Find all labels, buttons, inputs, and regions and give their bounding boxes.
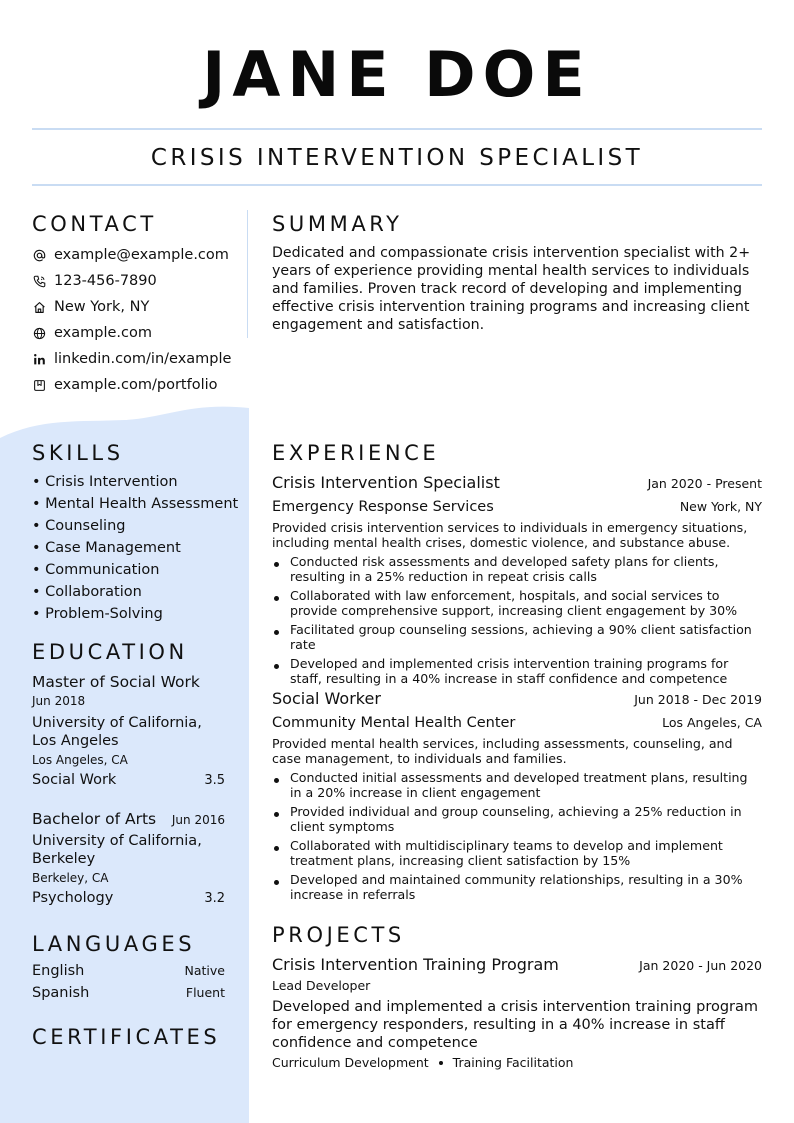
tag-separator bbox=[439, 1061, 443, 1065]
education-entry bbox=[32, 672, 225, 790]
contact-linkedin[interactable] bbox=[32, 346, 247, 372]
proj-tags bbox=[272, 1055, 762, 1071]
contact-website-text: example.com bbox=[54, 325, 152, 341]
exp-description: Provided crisis intervention services to individuals in emergency situations, including mental health crises, domestic violence, and substance abuse. bbox=[272, 520, 748, 550]
language-level: Fluent bbox=[185, 985, 225, 1000]
exp-bullet: Developed and implemented crisis intervention training programs for staff, resulting in a 40% increase in staff confidence and competence bbox=[272, 656, 762, 686]
summary-heading: SUMMARY bbox=[272, 212, 403, 236]
edu-field-row bbox=[32, 888, 225, 908]
skills-list bbox=[32, 471, 239, 625]
edu-degree: Master of Social Work bbox=[32, 673, 200, 691]
edu-location: Berkeley, CA bbox=[32, 871, 109, 885]
exp-company: Community Mental Health Center bbox=[272, 715, 516, 731]
education-entry bbox=[32, 809, 225, 908]
edu-degree-row bbox=[32, 809, 225, 829]
proj-tag: Training Facilitation bbox=[452, 1055, 574, 1070]
skill-item: • Crisis Intervention bbox=[32, 474, 178, 490]
exp-location: New York, NY bbox=[679, 499, 762, 514]
exp-date: Jan 2020 - Present bbox=[647, 476, 762, 491]
contact-phone[interactable] bbox=[32, 268, 247, 294]
skill-item: • Communication bbox=[32, 562, 160, 578]
skill-item: • Problem-Solving bbox=[32, 606, 163, 622]
experience-entry bbox=[272, 473, 762, 690]
linkedin-icon bbox=[32, 352, 46, 366]
contact-phone-text: 123-456-7890 bbox=[54, 273, 157, 289]
skill-item: • Counseling bbox=[32, 518, 126, 534]
contact-website[interactable] bbox=[32, 320, 247, 346]
column-divider bbox=[247, 210, 248, 338]
exp-company-row bbox=[272, 497, 762, 517]
candidate-title: CRISIS INTERVENTION SPECIALIST bbox=[150, 145, 644, 171]
exp-bullet: Developed and maintained community relationships, resulting in a 30% increase in referrals bbox=[272, 872, 762, 902]
language-item bbox=[32, 963, 225, 979]
edu-field: Psychology bbox=[32, 890, 114, 906]
edu-gpa: 3.5 bbox=[204, 773, 225, 788]
certificates-heading: CERTIFICATES bbox=[32, 1025, 221, 1049]
languages-heading: LANGUAGES bbox=[32, 932, 196, 956]
project-entry bbox=[272, 955, 762, 1071]
proj-title-row bbox=[272, 955, 762, 975]
contact-email-text: example@example.com bbox=[54, 247, 229, 263]
exp-date: Jun 2018 - Dec 2019 bbox=[634, 692, 762, 707]
edu-date: Jun 2016 bbox=[171, 813, 225, 827]
skill-item: • Case Management bbox=[32, 540, 181, 556]
exp-bullet: Collaborated with multidisciplinary teams to develop and implement treatment plans, increasing client satisfaction by 15% bbox=[272, 838, 762, 868]
skill-item: • Collaboration bbox=[32, 584, 142, 600]
proj-description: Developed and implemented a crisis intervention training program for emergency responders, resulting in a 40% increase in staff confidence and competence bbox=[272, 999, 759, 1051]
exp-bullets bbox=[272, 770, 762, 902]
edu-gpa: 3.2 bbox=[204, 891, 225, 906]
exp-bullets bbox=[272, 554, 762, 686]
exp-bullet: Conducted initial assessments and developed treatment plans, resulting in a 20% increase in client engagement bbox=[272, 770, 762, 800]
projects-heading: PROJECTS bbox=[272, 923, 405, 947]
language-name: English bbox=[32, 963, 85, 979]
skill-label: Collaboration bbox=[45, 584, 142, 600]
contact-list bbox=[32, 242, 247, 398]
proj-tag: Curriculum Development bbox=[272, 1055, 429, 1070]
skill-label: Mental Health Assessment bbox=[45, 496, 239, 512]
language-name: Spanish bbox=[32, 985, 90, 1001]
exp-title-row bbox=[272, 689, 762, 709]
education-heading: EDUCATION bbox=[32, 640, 188, 664]
exp-location: Los Angeles, CA bbox=[662, 715, 762, 730]
contact-email[interactable] bbox=[32, 242, 247, 268]
exp-title-row bbox=[272, 473, 762, 493]
edu-school: University of California, Berkeley bbox=[32, 833, 202, 867]
skill-label: Problem-Solving bbox=[45, 606, 163, 622]
exp-role: Social Worker bbox=[272, 689, 381, 708]
exp-bullet: Conducted risk assessments and developed safety plans for clients, resulting in a 25% reduction in repeat crisis calls bbox=[272, 554, 762, 584]
candidate-name: JANE DOE bbox=[202, 38, 592, 111]
skill-label: Crisis Intervention bbox=[45, 474, 178, 490]
exp-role: Crisis Intervention Specialist bbox=[272, 473, 500, 492]
edu-location: Los Angeles, CA bbox=[32, 753, 128, 767]
contact-portfolio-text: example.com/portfolio bbox=[54, 377, 218, 393]
proj-date: Jan 2020 - Jun 2020 bbox=[639, 958, 762, 973]
exp-bullet: Facilitated group counseling sessions, achieving a 90% client satisfaction rate bbox=[272, 622, 762, 652]
skill-label: Counseling bbox=[45, 518, 126, 534]
summary-text: Dedicated and compassionate crisis intervention specialist with 2+ years of experience providing mental health services to individuals and families. Proven track record of developing and implementing effective crisis intervention training programs and increasing client engagement and satisfaction. bbox=[272, 245, 751, 333]
edu-school: University of California, Los Angeles bbox=[32, 715, 202, 749]
skill-label: Case Management bbox=[45, 540, 181, 556]
phone-icon bbox=[32, 274, 46, 288]
skill-item: • Mental Health Assessment bbox=[32, 496, 239, 512]
contact-portfolio[interactable] bbox=[32, 372, 247, 398]
at-icon bbox=[32, 248, 46, 262]
experience-heading: EXPERIENCE bbox=[272, 441, 440, 465]
proj-role: Lead Developer bbox=[272, 978, 371, 993]
skill-label: Communication bbox=[45, 562, 160, 578]
experience-entry bbox=[272, 689, 762, 906]
portfolio-icon bbox=[32, 378, 46, 392]
globe-icon bbox=[32, 326, 46, 340]
header-divider-top bbox=[32, 128, 762, 130]
contact-location-text: New York, NY bbox=[54, 299, 150, 315]
contact-heading: CONTACT bbox=[32, 212, 157, 236]
exp-bullet: Provided individual and group counseling, achieving a 25% reduction in client symptoms bbox=[272, 804, 762, 834]
exp-description: Provided mental health services, including assessments, counseling, and case management, to individuals and families. bbox=[272, 736, 733, 766]
language-level: Native bbox=[184, 963, 225, 978]
edu-degree: Bachelor of Arts bbox=[32, 810, 157, 828]
exp-bullet: Collaborated with law enforcement, hospitals, and social services to provide comprehensive support, increasing client engagement by 30% bbox=[272, 588, 762, 618]
exp-company: Emergency Response Services bbox=[272, 499, 494, 515]
exp-company-row bbox=[272, 713, 762, 733]
contact-linkedin-text: linkedin.com/in/example bbox=[54, 351, 232, 367]
language-item bbox=[32, 985, 225, 1001]
header-divider-bottom bbox=[32, 184, 762, 186]
edu-field: Social Work bbox=[32, 772, 117, 788]
contact-location bbox=[32, 294, 247, 320]
edu-field-row bbox=[32, 770, 225, 790]
edu-date: Jun 2018 bbox=[32, 694, 86, 708]
skills-heading: SKILLS bbox=[32, 441, 124, 465]
home-icon bbox=[32, 300, 46, 314]
proj-title: Crisis Intervention Training Program bbox=[272, 955, 559, 974]
